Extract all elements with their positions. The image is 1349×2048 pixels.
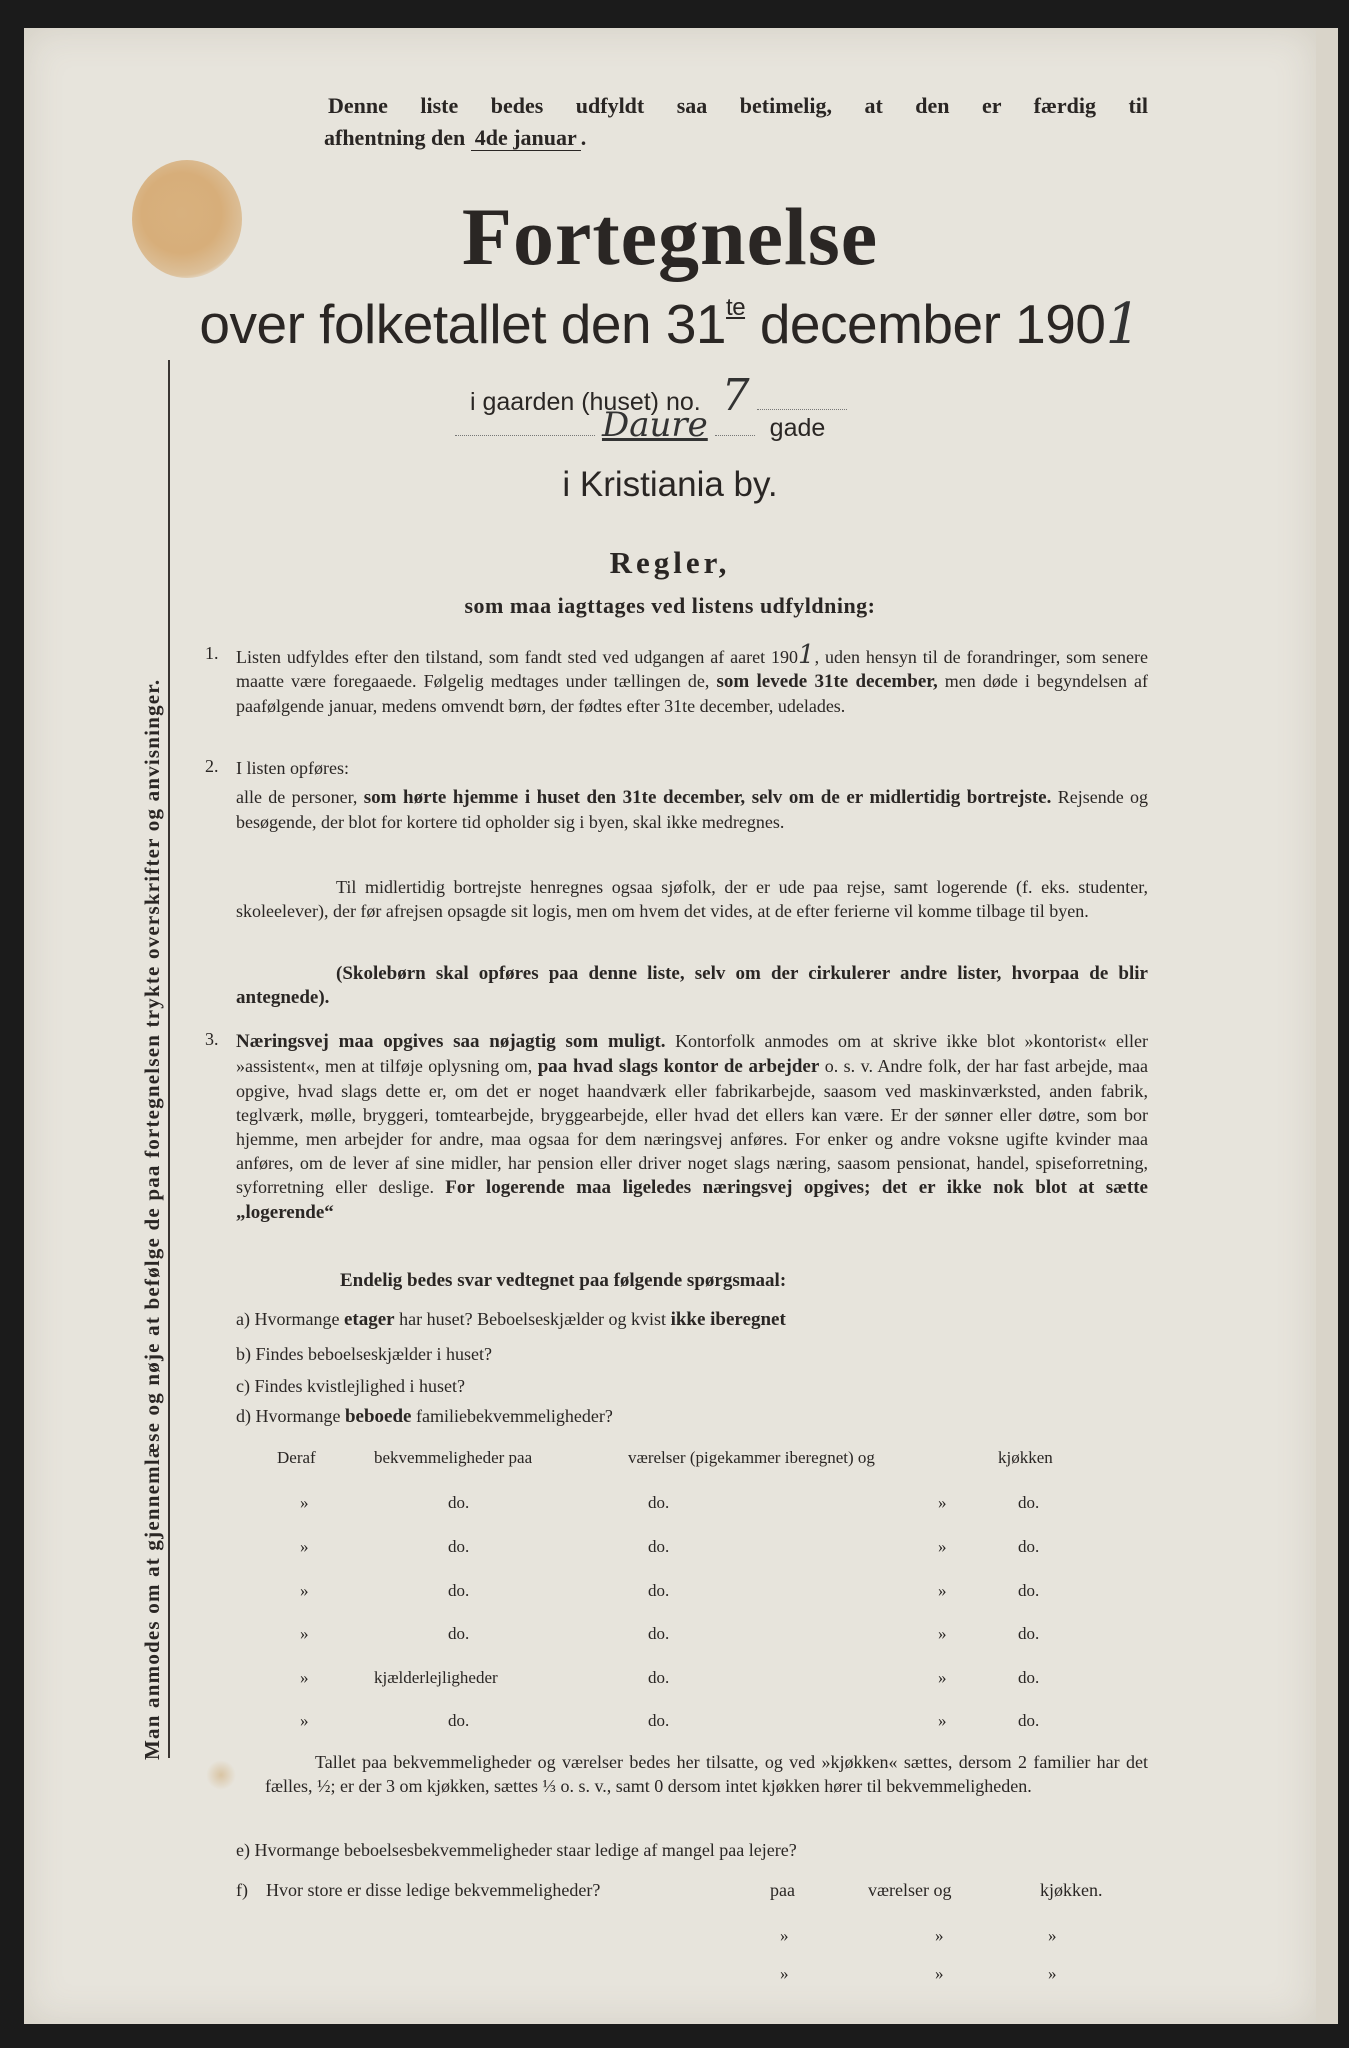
side-instruction: Man anmodes om at gjennemlæse og nøje at befølge de paa fortegnelsen trykte overskrifter og anvisninger.	[140, 678, 164, 1760]
f-quote-2: »	[935, 1926, 944, 1945]
row-bekv: do.	[448, 1537, 470, 1556]
row-quote: »	[300, 1493, 309, 1512]
question-f	[0, 1880, 1300, 1904]
rule-3	[236, 1029, 1148, 1225]
row-vaer: do.	[648, 1711, 670, 1730]
rule-2-number: 2.	[205, 756, 219, 776]
question-f-kjok: kjøkken.	[1040, 1880, 1103, 1900]
row-quote: »	[300, 1668, 309, 1687]
rule-3-text-b: Kontorfolk anmodes om at skrive ikke blot »kontorist« eller »assistent«, men at tilføje oplysning om,	[236, 1031, 1149, 1076]
row-vaer: do.	[648, 1537, 670, 1556]
rule-3-bold-a: Næringsvej maa opgives saa nøjagtig som muligt.	[236, 1031, 666, 1052]
question-a-bold1: etager	[343, 1309, 395, 1330]
row-quote2: »	[938, 1624, 947, 1643]
question-d-label: d)	[236, 1406, 251, 1426]
rule-3-number: 3.	[205, 1029, 219, 1049]
subtitle-sup: te	[726, 294, 746, 321]
row-bekv: do.	[448, 1581, 470, 1600]
table-header	[0, 1448, 1300, 1472]
row-quote2: »	[938, 1537, 947, 1556]
row-vaer: do.	[648, 1493, 670, 1512]
rule-1-bold: som levede 31te december,	[716, 671, 938, 692]
page-title: Fortegnelse	[461, 191, 879, 282]
rule-2-text-b: Rejsende og besøgende, der blot for kortere tid opholder sig i byen, skal ikke medregnes.	[236, 787, 1149, 832]
row-bekv: do.	[448, 1624, 470, 1643]
question-d-post: familiebekvemmeligheder?	[415, 1406, 613, 1426]
row-vaer: do.	[648, 1581, 670, 1600]
question-a-mid: har huset? Beboelseskjælder og kvist	[399, 1309, 667, 1329]
question-c-label: c)	[236, 1376, 250, 1396]
questions-heading: Endelig bedes svar vedtegnet paa følgende spørgsmaal:	[340, 1270, 787, 1291]
question-b	[236, 1342, 492, 1366]
subtitle-post: december 190	[745, 293, 1106, 355]
row-quote2: »	[938, 1668, 947, 1687]
pickup-note-line2	[324, 122, 1148, 154]
row-kjok: do.	[1018, 1493, 1040, 1512]
question-a-bold2: ikke iberegnet	[670, 1309, 786, 1330]
pickup-note	[324, 90, 1148, 154]
street-dots-right	[715, 415, 755, 436]
stain-mark-small	[206, 1760, 236, 1790]
row-kjok: do.	[1018, 1624, 1040, 1643]
rule-2	[236, 785, 1148, 834]
rule-1-text-b: , uden hensyn til de forandringer, som senere maatte være foregaaede. Følgelig medtages under tællingen de,	[236, 647, 1148, 691]
table-row	[0, 1493, 1300, 1517]
pickup-note-pre: afhentning den	[324, 125, 466, 150]
header-bekv: bekvemmeligheder paa	[374, 1448, 533, 1467]
header-vaer: værelser (pigekammer iberegnet) og	[628, 1448, 875, 1467]
subtitle-pre: over folketallet den 31	[199, 293, 727, 355]
header-kjok: kjøkken	[998, 1448, 1053, 1467]
row-bekv: do.	[448, 1711, 470, 1730]
handwritten-house-number: 7	[721, 370, 750, 421]
rule-1-text-a: Listen udfyldes efter den tilstand, som fandt sted ved udgangen af aaret 190	[236, 647, 799, 667]
row-quote2: »	[938, 1711, 947, 1730]
row-vaer: do.	[648, 1668, 670, 1687]
table-row	[0, 1624, 1300, 1648]
f-quote-3: »	[1048, 1964, 1057, 1983]
rule-2-para-2: Til midlertidig bortrejste henregnes ogsaa sjøfolk, der er ude paa rejse, samt logerende (f. eks. studenter, skoleelever), der før afrejsen opsagde sit logis, men om hvem det vides, at de efter ferierne vil komme tilbage til byen.	[236, 877, 1148, 921]
table-row	[0, 1581, 1300, 1605]
question-e-text: Hvormange beboelsesbekvemmeligheder staar ledige af mangel paa lejere?	[254, 1840, 797, 1860]
table-row	[0, 1537, 1300, 1561]
f-quote-1: »	[780, 1926, 789, 1945]
question-f-text: Hvor store er disse ledige bekvemmeligheder?	[266, 1880, 601, 1900]
f-quote-1: »	[780, 1964, 789, 1983]
question-d-bold: beboede	[344, 1406, 412, 1427]
f-quote-3: »	[1048, 1926, 1057, 1945]
rule-1-hand-year: 1	[798, 640, 815, 670]
pickup-date: 4de januar	[471, 125, 581, 151]
rule-1-text-c: men døde i begyndelsen af paafølgende januar, medens omvendt børn, der fødtes efter 31te december, udelades.	[236, 671, 1149, 716]
question-e-label: e)	[236, 1840, 250, 1860]
row-quote: »	[300, 1624, 309, 1643]
question-f-label: f)	[236, 1880, 248, 1900]
row-kjok: do.	[1018, 1711, 1040, 1730]
page-subtitle	[0, 292, 1340, 357]
rule-1-number: 1.	[205, 643, 219, 663]
question-b-text: Findes beboelseskjælder i huset?	[255, 1344, 492, 1364]
row-kjok: do.	[1018, 1581, 1040, 1600]
question-f-row2	[0, 1926, 1300, 1950]
question-d-pre: Hvormange	[255, 1406, 341, 1426]
city-line: i Kristiania by.	[562, 465, 778, 504]
row-vaer: do.	[648, 1624, 670, 1643]
street-dots-left	[455, 415, 595, 436]
rule-2-text-a: alle de personer,	[236, 787, 358, 807]
handwritten-year: 1	[1105, 292, 1141, 357]
pickup-note-post: .	[580, 125, 587, 150]
pickup-note-line1: Denne liste bedes udfyldt saa betimelig, at den er færdig til	[328, 93, 1148, 118]
question-e	[236, 1838, 797, 1862]
handwritten-street: Daure	[601, 405, 708, 445]
street-line	[455, 405, 825, 445]
table-row	[0, 1711, 1300, 1735]
row-quote2: »	[938, 1493, 947, 1512]
question-a	[236, 1307, 786, 1332]
rules-subtitle: som maa iagttages ved listens udfyldning:	[464, 593, 876, 618]
rule-2-intro: I listen opføres:	[236, 758, 349, 778]
row-kjok: do.	[1018, 1668, 1040, 1687]
question-b-label: b)	[236, 1344, 251, 1364]
rule-2-bold: som hørte hjemme i huset den 31te december, selv om de er midlertidig bortrejste.	[363, 787, 1052, 808]
gaarden-label: i gaarden (huset) no.	[470, 388, 701, 416]
question-d	[236, 1404, 613, 1429]
row-quote: »	[300, 1581, 309, 1600]
rule-3-text-c: o. s. v. Andre folk, der har fast arbejde, maa opgive, hvad slags dette er, om det er noget haandværk eller fabrikarbejde, saasom ved maskinværksted, anden fabrik, teglværk, mølle, bryggeri, tomtearbejde, bryggearbejde, eller hvad det ellers kan være. Er der sønner eller døtre, som bor hjemme, men arbejder for andre, maa ogsaa for dem næringsvej anføres. For enker og andre voksne ugifte kvinder maa anføres, om de lever af sine midler, har pension eller driver noget slags næring, saasom pensionat, handel, spiseforretning, syforretning eller deslige.	[236, 1056, 1149, 1197]
table-note: Tallet paa bekvemmeligheder og værelser bedes her tilsatte, og ved »kjøkken« sættes, dersom 2 familier har det fælles, ½; er der 3 om kjøkken, sættes ⅓ o. s. v., samt 0 dersom intet kjøkken hører til bekvemmeligheden.	[265, 1752, 1148, 1796]
question-c-text: Findes kvistlejlighed i huset?	[254, 1376, 465, 1396]
header-deraf: Deraf	[277, 1448, 316, 1467]
row-bekv: do.	[448, 1493, 470, 1512]
f-quote-2: »	[935, 1964, 944, 1983]
rules-title: Regler,	[609, 545, 731, 580]
question-f-vaer: værelser og	[868, 1880, 952, 1900]
table-row	[0, 1668, 1300, 1692]
row-quote: »	[300, 1537, 309, 1556]
row-kjok: do.	[1018, 1537, 1040, 1556]
row-quote2: »	[938, 1581, 947, 1600]
question-a-label: a)	[236, 1309, 250, 1329]
rule-3-bold-c: For logerende maa ligeledes næringsvej opgives; det er ikke nok blot at sætte „logerende“	[236, 1177, 1148, 1223]
rule-3-bold-b: paa hvad slags kontor de arbejder	[537, 1056, 820, 1077]
row-quote: »	[300, 1711, 309, 1730]
question-c	[236, 1374, 465, 1398]
question-f-paa: paa	[770, 1880, 795, 1900]
question-a-pre: Hvormange	[254, 1309, 340, 1329]
question-f-row3	[0, 1964, 1300, 1988]
rule-1	[236, 640, 1149, 718]
row-bekv: kjælderlejligheder	[374, 1668, 498, 1687]
gade-label: gade	[769, 414, 826, 442]
rule-2-para-3: (Skolebørn skal opføres paa denne liste, selv om der cirkulerer andre lister, hvorpaa de blir antegnede).	[236, 963, 1148, 1008]
